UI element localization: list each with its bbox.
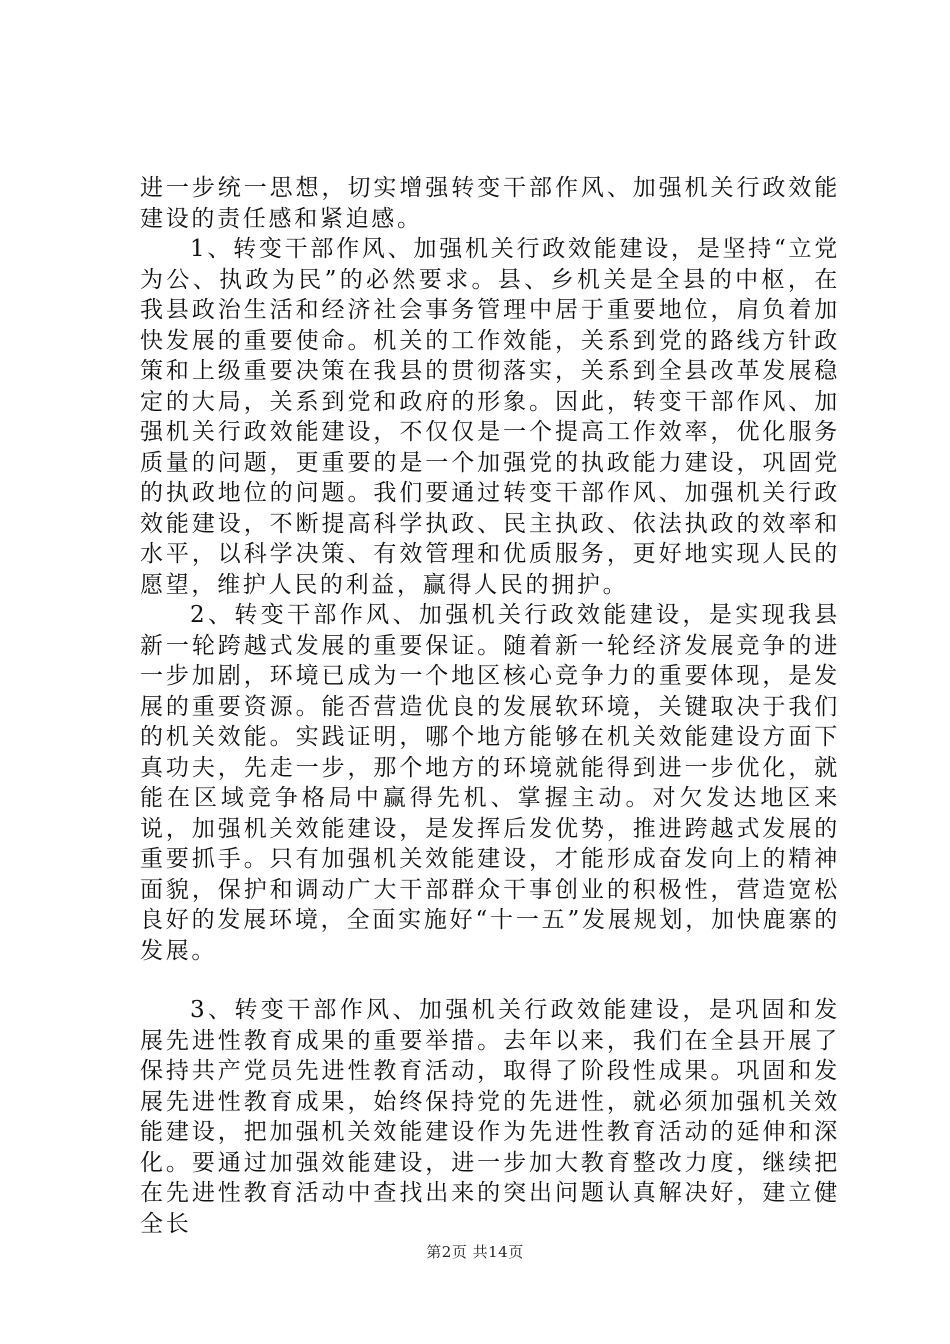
paragraph-point-2: 2、转变干部作风、加强机关行政效能建设，是实现我县新一轮跨越式发展的重要保证。随着新一轮经济发展竞争的进一步加剧，环境已成为一个地区核心竞争力的重要体现，是发展的重要资源。能否营造优良的发展软环境，关键取决于我们的机关效能。实践证明，哪个地方能够在机关效能建设方面下真功夫，先走一步，那个地方的环境就能得到进一步优化，就能在区域竞争格局中赢得先机、掌握主动。对欠发达地区来说，加强机关效能建设，是发挥后发优势，推进跨越式发展的重要抓手。只有加强机关效能建设，才能形成奋发向上的精神面貌，保护和调动广大干部群众干事创业的积极性，营造宽松良好的发展环境，全面实施好“十一五”发展规划，加快鹿寨的发展。 bbox=[140, 602, 840, 964]
document-body bbox=[140, 173, 840, 1239]
paragraph-gap bbox=[140, 966, 840, 995]
paragraph-point-1: 1、转变干部作风、加强机关行政效能建设，是坚持“立党为公、执政为民”的必然要求。县、乡机关是全县的中枢，在我县政治生活和经济社会事务管理中居于重要地位，肩负着加快发展的重要使命。机关的工作效能，关系到党的路线方针政策和上级重要决策在我县的贯彻落实，关系到全县改革发展稳定的大局，关系到党和政府的形象。因此，转变干部作风、加强机关行政效能建设，不仅仅是一个提高工作效率，优化服务质量的问题，更重要的是一个加强党的执政能力建设，巩固党的执政地位的问题。我们要通过转变干部作风、加强机关行政效能建设，不断提高科学执政、民主执政、依法执政的效率和水平，以科学决策、有效管理和优质服务，更好地实现人民的愿望，维护人民的利益，赢得人民的拥护。 bbox=[140, 236, 840, 598]
paragraph-point-3: 3、转变干部作风、加强机关行政效能建设，是巩固和发展先进性教育成果的重要举措。去年以来，我们在全县开展了保持共产党员先进性教育活动，取得了阶段性成果。巩固和发展先进性教育成果，始终保持党的先进性，就必须加强机关效能建设，把加强机关效能建设作为先进性教育活动的延伸和深化。要通过加强效能建设，进一步加大教育整改力度，继续把在先进性教育活动中查找出来的突出问题认真解决好，建立健全长 bbox=[140, 997, 840, 1237]
page-footer: 第2页 共14页 bbox=[426, 1243, 524, 1261]
paragraph-continuation: 进一步统一思想，切实增强转变干部作风、加强机关行政效能建设的责任感和紧迫感。 bbox=[140, 175, 840, 232]
